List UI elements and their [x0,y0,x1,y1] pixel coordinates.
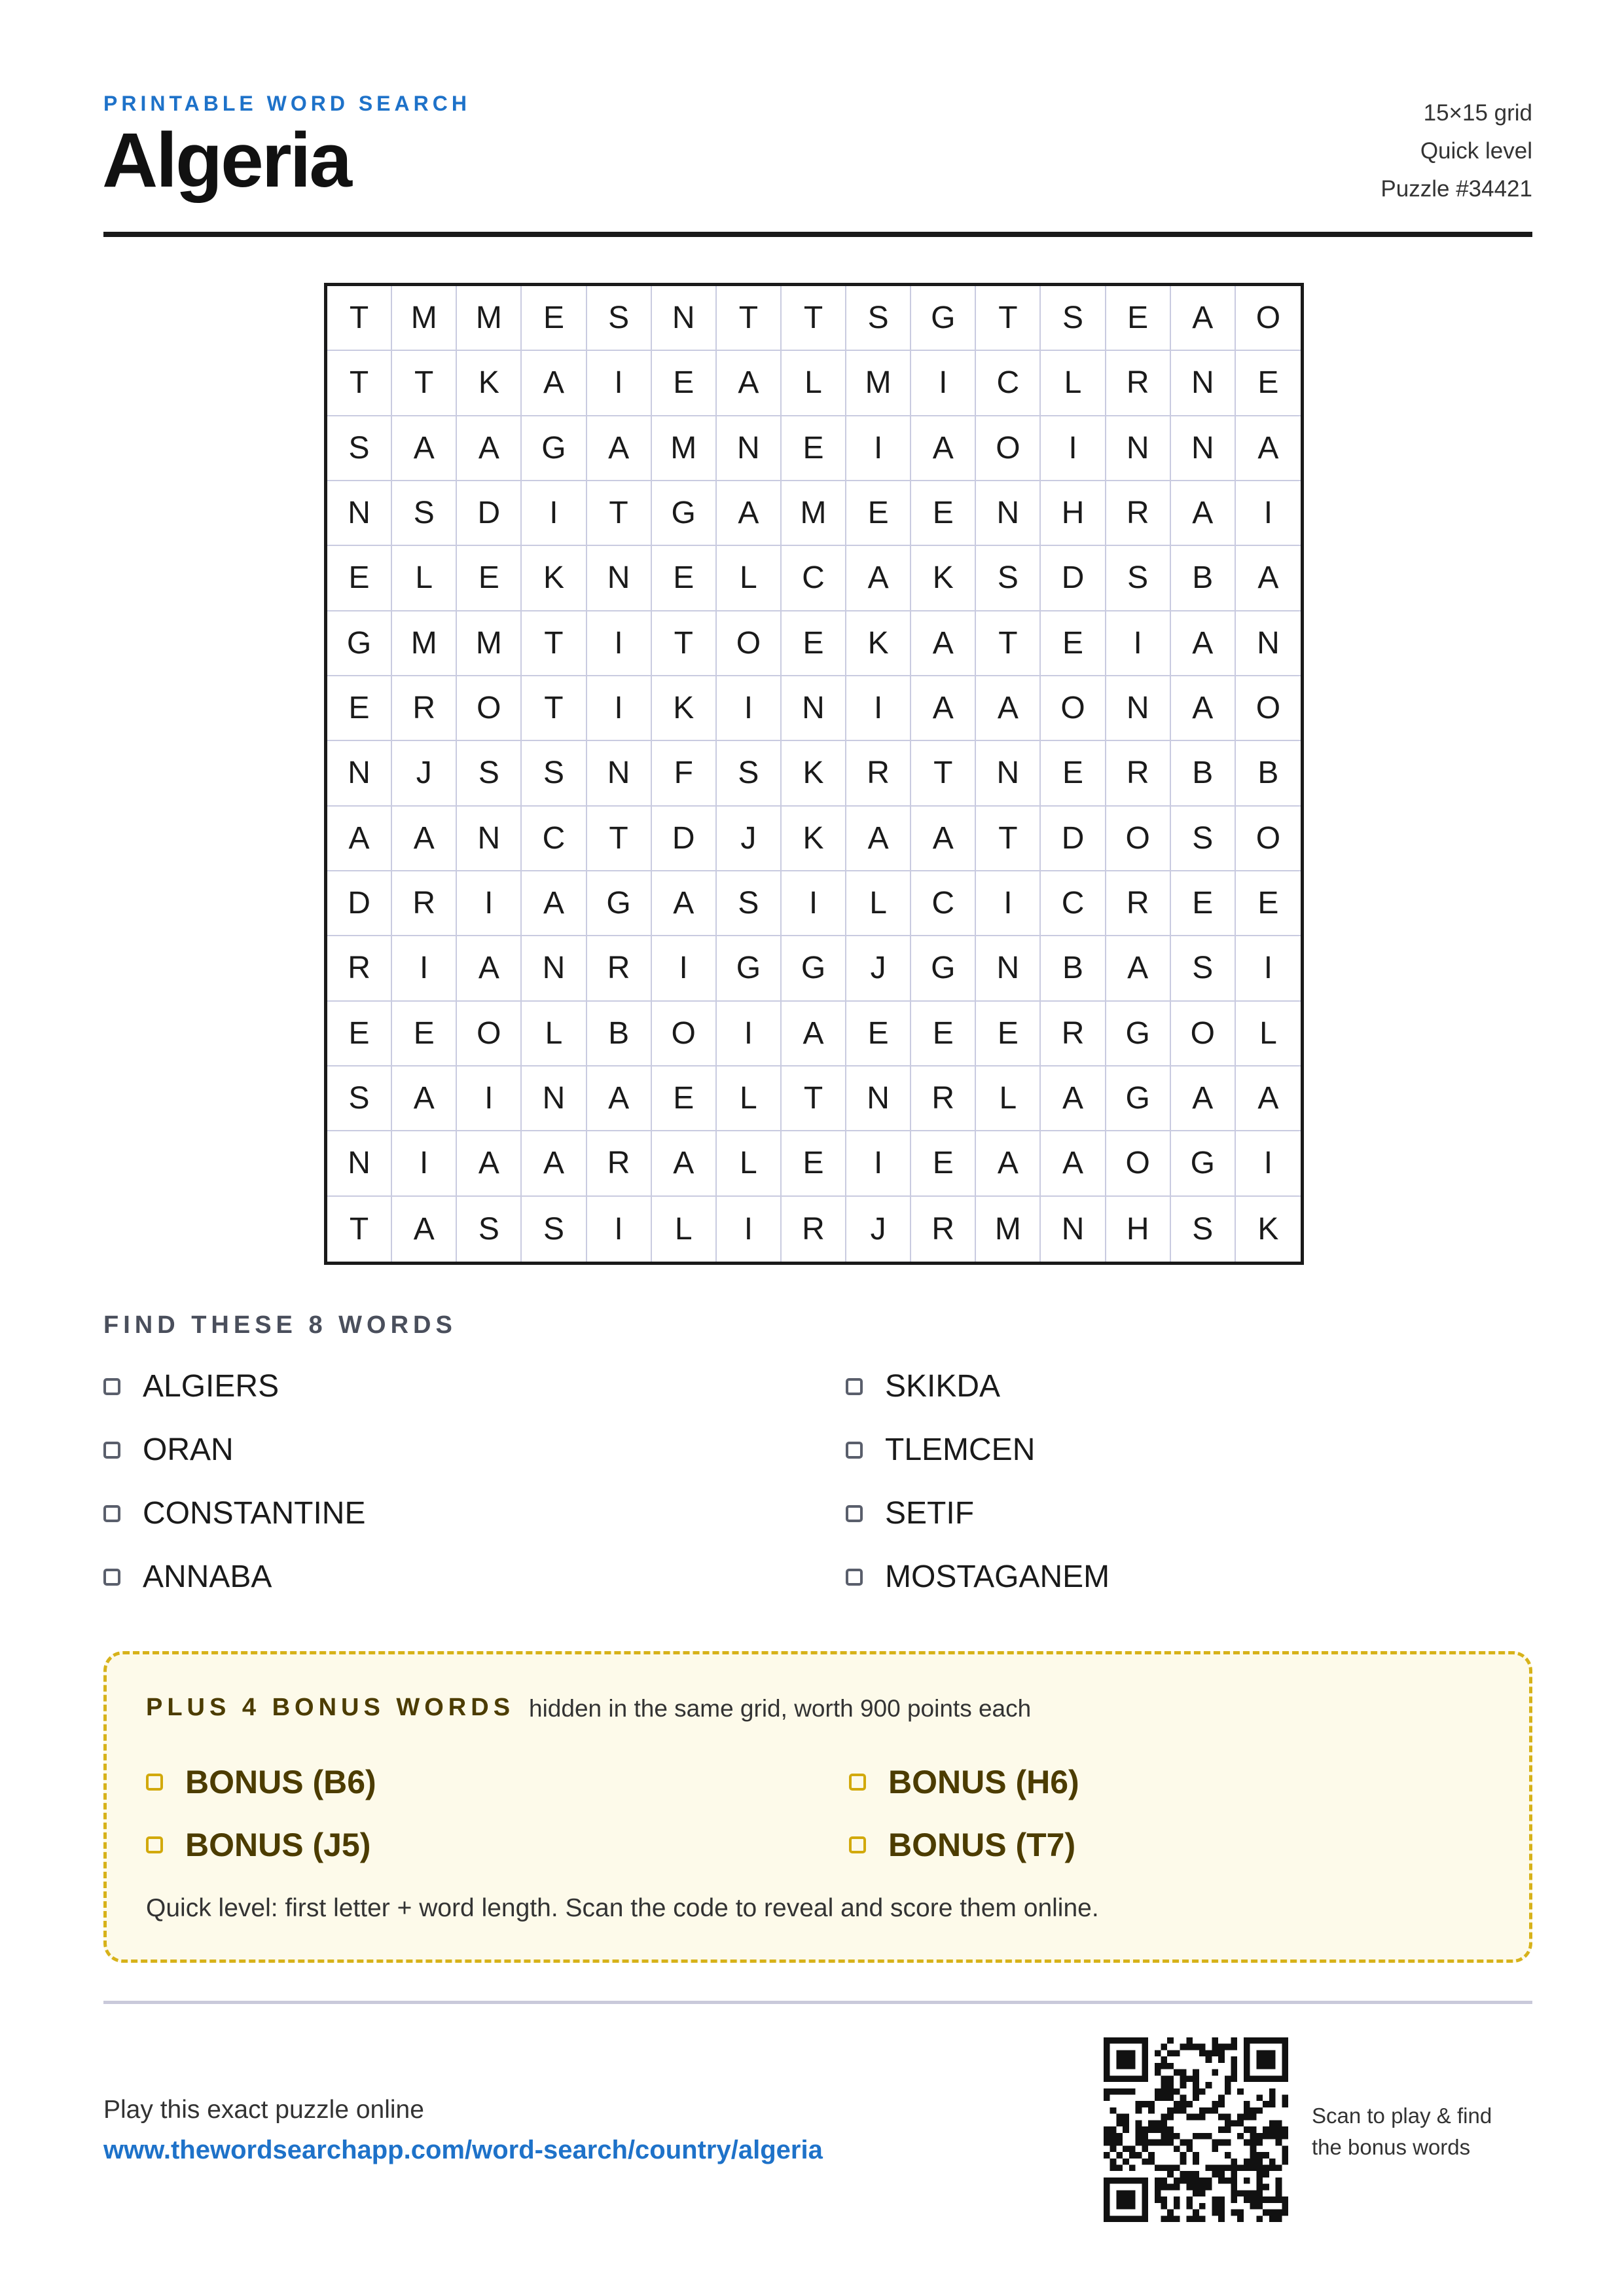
grid-cell[interactable]: R [1106,871,1171,936]
grid-cell[interactable]: N [1106,676,1171,741]
word-item[interactable] [103,1368,279,1404]
grid-cell[interactable]: J [846,1197,911,1262]
checkbox-icon[interactable] [103,1505,120,1522]
grid-cell[interactable]: T [327,1197,392,1262]
grid-cell[interactable]: K [652,676,717,741]
grid-cell[interactable]: G [1171,1131,1236,1196]
grid-cell[interactable]: A [392,1066,457,1131]
grid-cell[interactable]: S [976,546,1041,611]
grid-cell[interactable]: A [1171,286,1236,351]
grid-cell[interactable]: G [1106,1002,1171,1066]
bonus-word-item[interactable] [146,1763,376,1801]
grid-cell[interactable]: L [1041,351,1106,416]
grid-cell[interactable]: A [522,1131,586,1196]
grid-cell[interactable]: A [976,676,1041,741]
grid-cell[interactable]: E [1236,351,1301,416]
grid-cell[interactable]: O [717,611,782,676]
grid-cell[interactable]: K [1257,1211,1279,1247]
grid-cell[interactable]: I [1106,611,1171,676]
grid-cell[interactable]: T [392,351,457,416]
grid-cell[interactable]: E [652,1066,717,1131]
grid-cell[interactable]: S [522,1197,586,1262]
grid-cell[interactable]: G [782,936,846,1001]
grid-cell[interactable]: N [976,741,1041,806]
grid-cell[interactable]: R [1106,481,1171,546]
grid-cell[interactable]: G [911,936,976,1001]
grid-cell[interactable]: N [1171,351,1236,416]
grid-cell[interactable]: A [392,416,457,481]
grid-cell[interactable]: S [717,871,782,936]
grid-cell[interactable]: E [652,351,717,416]
grid-cell[interactable]: L [717,546,782,611]
grid-cell[interactable]: I [1041,416,1106,481]
grid-cell[interactable]: N [976,481,1041,546]
grid-cell[interactable]: M [457,611,522,676]
grid-cell[interactable]: T [976,611,1041,676]
grid-cell[interactable]: E [782,1131,846,1196]
grid-cell[interactable]: G [327,611,392,676]
grid-cell[interactable]: S [587,286,652,351]
grid-cell[interactable]: A [1106,936,1171,1001]
grid-cell[interactable]: R [911,1066,976,1131]
grid-cell[interactable]: O [1236,286,1301,351]
grid-cell[interactable]: I [1236,481,1301,546]
grid-cell[interactable]: I [587,1197,652,1262]
grid-cell[interactable]: S [1106,546,1171,611]
bonus-word-item[interactable] [146,1826,370,1864]
grid-cell[interactable]: E [911,481,976,546]
grid-cell[interactable]: G [911,286,976,351]
grid-cell[interactable]: E [652,546,717,611]
grid-cell[interactable]: E [1106,286,1171,351]
grid-cell[interactable]: I [846,416,911,481]
grid-cell[interactable]: A [1236,1066,1301,1131]
word-label: MOSTAGANEM [885,1559,1110,1594]
grid-cell[interactable]: E [911,1002,976,1066]
grid-cell[interactable]: A [1041,1131,1106,1196]
grid-cell[interactable]: N [652,286,717,351]
grid-cell[interactable]: A [911,676,976,741]
word-item[interactable] [846,1368,1000,1404]
grid-cell[interactable]: N [1106,416,1171,481]
grid-cell[interactable]: A [717,481,782,546]
grid-cell[interactable]: A [327,807,392,871]
grid-cell[interactable]: R [392,871,457,936]
qr-code-icon[interactable] [1104,2037,1288,2222]
grid-cell[interactable]: A [1171,481,1236,546]
grid-cell[interactable]: T [327,286,392,351]
grid-cell[interactable]: J [392,741,457,806]
grid-cell[interactable]: A [587,1066,652,1131]
bonus-note: Quick level: first letter + word length. Scan the code to reveal and score them online. [146,1894,1099,1922]
grid-cell[interactable]: C [976,351,1041,416]
grid-cell[interactable]: N [587,546,652,611]
grid-cell[interactable]: C [782,546,846,611]
grid-cell[interactable]: R [846,741,911,806]
grid-cell[interactable]: A [457,1131,522,1196]
grid-cell[interactable]: R [327,936,392,1001]
grid-cell[interactable]: E [846,481,911,546]
find-words-heading: FIND THESE 8 WORDS [103,1311,457,1339]
grid-cell[interactable]: M [782,481,846,546]
word-item[interactable] [103,1432,234,1468]
grid-cell[interactable]: A [911,611,976,676]
checkbox-icon[interactable] [103,1442,120,1459]
grid-cell[interactable]: R [1106,351,1171,416]
grid-cell[interactable]: I [717,676,782,741]
grid-cell[interactable]: O [457,1002,522,1066]
checkbox-icon[interactable] [846,1442,863,1459]
grid-cell[interactable]: N [976,936,1041,1001]
grid-cell[interactable]: I [1236,1131,1301,1196]
grid-cell[interactable]: A [1171,676,1236,741]
grid-cell[interactable]: I [392,1131,457,1196]
grid-cell[interactable]: N [327,741,392,806]
grid-cell[interactable]: O [1171,1002,1236,1066]
grid-cell[interactable]: G [1106,1066,1171,1131]
grid-cell[interactable]: K [457,351,522,416]
grid-cell[interactable]: N [327,481,392,546]
grid-cell[interactable]: S [327,1066,392,1131]
grid-cell[interactable]: I [652,936,717,1001]
grid-cell[interactable]: A [587,416,652,481]
grid-cell[interactable]: I [392,936,457,1001]
grid-cell[interactable]: I [976,871,1041,936]
checkbox-icon[interactable] [103,1569,120,1586]
grid-cell[interactable]: K [782,741,846,806]
word-item[interactable] [846,1495,974,1531]
grid-cell[interactable]: S [327,416,392,481]
grid-cell[interactable]: M [457,286,522,351]
grid-cell[interactable]: D [457,481,522,546]
grid-cell[interactable]: S [1171,936,1236,1001]
grid-cell[interactable]: E [1171,871,1236,936]
grid-cell[interactable]: A [652,871,717,936]
grid-cell[interactable]: J [717,807,782,871]
grid-cell[interactable]: G [652,481,717,546]
grid-size-label: 15×15 grid [1423,100,1532,126]
grid-cell[interactable]: E [782,611,846,676]
grid-cell[interactable]: I [457,1066,522,1131]
grid-cell[interactable]: E [846,1002,911,1066]
grid-cell[interactable]: I [522,481,586,546]
grid-cell[interactable]: D [1041,807,1106,871]
grid-cell[interactable]: O [1106,1131,1171,1196]
grid-cell[interactable]: L [976,1066,1041,1131]
grid-cell[interactable]: E [976,1002,1041,1066]
grid-cell[interactable]: A [911,416,976,481]
grid-cell[interactable]: S [846,286,911,351]
grid-cell[interactable]: A [976,1131,1041,1196]
grid-cell[interactable]: O [457,676,522,741]
grid-cell[interactable]: E [522,286,586,351]
grid-cell[interactable]: A [457,416,522,481]
grid-cell[interactable]: O [1236,807,1301,871]
word-item[interactable] [846,1559,1110,1595]
grid-cell[interactable]: B [587,1002,652,1066]
bonus-panel [103,1651,1532,1963]
grid-cell[interactable]: N [457,807,522,871]
grid-cell[interactable]: L [846,871,911,936]
grid-cell[interactable]: T [782,286,846,351]
grid-cell[interactable]: O [1236,676,1301,741]
grid-cell[interactable]: A [522,871,586,936]
grid-cell[interactable]: C [1041,871,1106,936]
scan-caption-line: the bonus words [1312,2135,1471,2159]
grid-cell[interactable]: M [392,611,457,676]
grid-cell[interactable]: N [327,1131,392,1196]
grid-cell[interactable]: T [652,611,717,676]
grid-cell[interactable]: E [1236,871,1301,936]
grid-cell[interactable]: E [1041,611,1106,676]
grid-cell[interactable]: A [717,351,782,416]
bonus-word-label: BONUS (T7) [888,1827,1076,1863]
grid-cell[interactable]: B [1236,741,1301,806]
grid-cell[interactable]: G [522,416,586,481]
level-label: Quick level [1420,138,1532,164]
grid-cell[interactable]: K [911,546,976,611]
grid-cell[interactable]: O [652,1002,717,1066]
grid-cell[interactable]: L [392,546,457,611]
grid-cell[interactable]: T [327,351,392,416]
checkbox-icon[interactable] [846,1378,863,1395]
grid-cell[interactable]: I [782,871,846,936]
grid-cell[interactable]: S [457,741,522,806]
grid-cell[interactable]: A [652,1131,717,1196]
play-online-label: Play this exact puzzle online [103,2096,424,2124]
letter-grid [324,283,1304,1265]
grid-cell[interactable]: B [1041,936,1106,1001]
grid-cell[interactable]: N [782,676,846,741]
grid-cell[interactable]: N [1041,1197,1106,1262]
grid-cell[interactable]: T [587,481,652,546]
grid-cell[interactable]: B [1171,546,1236,611]
grid-cell[interactable]: I [846,1131,911,1196]
word-label: SKIKDA [885,1369,1001,1404]
grid-cell[interactable]: T [782,1066,846,1131]
grid-cell[interactable]: R [587,1131,652,1196]
grid-cell[interactable]: L [1236,1002,1301,1066]
kicker-label: PRINTABLE WORD SEARCH [103,92,471,115]
grid-cell[interactable]: I [1236,936,1301,1001]
grid-cell[interactable]: F [652,741,717,806]
grid-cell[interactable]: K [522,546,586,611]
grid-cell[interactable]: E [327,546,392,611]
checkbox-icon[interactable] [146,1774,163,1791]
grid-cell[interactable]: I [587,676,652,741]
grid-cell[interactable]: O [1106,807,1171,871]
grid-cell[interactable]: C [522,807,586,871]
grid-cell[interactable]: T [717,286,782,351]
grid-cell[interactable]: O [1041,676,1106,741]
checkbox-icon[interactable] [846,1569,863,1586]
word-label: SETIF [885,1496,975,1531]
grid-cell[interactable]: T [911,741,976,806]
grid-cell[interactable]: C [911,871,976,936]
grid-cell[interactable]: N [846,1066,911,1131]
grid-cell[interactable]: S [1171,1197,1236,1262]
grid-cell[interactable]: E [327,676,392,741]
puzzle-number-label: Puzzle #34421 [1380,176,1532,202]
grid-cell[interactable]: T [522,611,586,676]
grid-cell[interactable]: N [1236,611,1301,676]
grid-cell[interactable]: D [1041,546,1106,611]
word-item[interactable] [103,1495,365,1531]
grid-cell[interactable]: N [522,1066,586,1131]
bonus-word-label: BONUS (B6) [185,1764,376,1800]
grid-cell[interactable]: N [1171,416,1236,481]
grid-cell[interactable]: O [976,416,1041,481]
grid-cell[interactable]: T [522,676,586,741]
grid-cell[interactable]: A [522,351,586,416]
grid-cell[interactable]: E [327,1002,392,1066]
grid-cell[interactable]: S [1041,286,1106,351]
header-divider [103,232,1532,237]
scan-caption [1312,2100,1534,2163]
grid-cell[interactable]: B [1171,741,1236,806]
checkbox-icon[interactable] [846,1505,863,1522]
grid-cell[interactable]: A [911,807,976,871]
grid-cell[interactable]: K [846,611,911,676]
grid-cell[interactable]: A [1171,1066,1236,1131]
grid-cell[interactable]: L [782,351,846,416]
footer-divider [103,2001,1532,2004]
word-label: TLEMCEN [885,1432,1036,1467]
grid-cell[interactable]: I [717,1002,782,1066]
grid-cell[interactable]: A [846,546,911,611]
grid-cell[interactable]: I [587,611,652,676]
grid-cell[interactable]: M [976,1197,1041,1262]
grid-cell[interactable]: N [717,416,782,481]
grid-cell[interactable]: A [392,807,457,871]
grid-cell[interactable]: D [652,807,717,871]
grid-cell[interactable]: H [1041,481,1106,546]
grid-cell[interactable]: R [1041,1002,1106,1066]
grid-cell[interactable]: A [1171,611,1236,676]
grid-cell[interactable]: T [587,807,652,871]
bonus-subtitle: hidden in the same grid, worth 900 points each [529,1695,1032,1722]
bonus-heading: PLUS 4 BONUS WORDS [146,1694,515,1721]
grid-cell[interactable]: E [911,1131,976,1196]
word-item[interactable] [103,1559,272,1595]
grid-cell[interactable]: I [846,676,911,741]
grid-cell[interactable]: L [717,1131,782,1196]
grid-cell[interactable]: R [1106,741,1171,806]
grid-cell[interactable]: N [522,936,586,1001]
grid-cell[interactable]: E [457,546,522,611]
bonus-word-item[interactable] [849,1763,1079,1801]
grid-cell[interactable]: L [522,1002,586,1066]
grid-cell[interactable]: S [457,1197,522,1262]
grid-cell[interactable]: E [782,416,846,481]
grid-cell[interactable]: A [1236,416,1301,481]
grid-cell[interactable]: M [652,416,717,481]
grid-cell[interactable]: T [976,286,1041,351]
bonus-word-label: BONUS (J5) [185,1827,371,1863]
grid-cell[interactable]: R [392,676,457,741]
word-label: ORAN [143,1432,234,1467]
word-label: ALGIERS [143,1369,280,1404]
grid-cell[interactable]: I [911,351,976,416]
grid-cell[interactable]: G [587,871,652,936]
grid-cell[interactable]: R [782,1197,846,1262]
grid-cell[interactable]: I [457,871,522,936]
grid-cell[interactable]: L [717,1066,782,1131]
puzzle-url-link[interactable]: www.thewordsearchapp.com/word-search/country/algeria [103,2136,823,2164]
grid-cell[interactable]: M [846,351,911,416]
grid-cell[interactable]: E [392,1002,457,1066]
bonus-word-label: BONUS (H6) [888,1764,1079,1800]
checkbox-icon[interactable] [103,1378,120,1395]
puzzle-meta [1380,94,1532,208]
word-label: ANNABA [143,1559,272,1594]
bonus-word-item[interactable] [849,1826,1075,1864]
grid-cell[interactable]: D [327,871,392,936]
grid-cell[interactable]: S [522,741,586,806]
grid-cell[interactable]: A [1236,546,1301,611]
grid-cell[interactable]: N [587,741,652,806]
grid-cell[interactable]: E [1041,741,1106,806]
grid-cell[interactable]: J [846,936,911,1001]
grid-cell[interactable]: M [392,286,457,351]
grid-cell[interactable]: S [717,741,782,806]
grid-cell[interactable]: S [1171,807,1236,871]
grid-cell[interactable]: L [652,1197,717,1262]
grid-cell[interactable]: A [782,1002,846,1066]
grid-cell[interactable]: R [587,936,652,1001]
grid-cell[interactable]: I [587,351,652,416]
grid-cell[interactable]: I [717,1197,782,1262]
scan-caption-line: Scan to play & find [1312,2104,1492,2128]
checkbox-icon[interactable] [146,1836,163,1853]
grid-cell[interactable]: G [717,936,782,1001]
grid-cell[interactable]: R [911,1197,976,1262]
word-item[interactable] [846,1432,1035,1468]
word-label: CONSTANTINE [143,1496,366,1531]
grid-cell[interactable]: K [782,807,846,871]
grid-cell[interactable]: A [1041,1066,1106,1131]
grid-cell[interactable]: H [1106,1197,1171,1262]
page-title: Algeria [102,117,351,204]
checkbox-icon[interactable] [849,1774,866,1791]
grid-cell[interactable]: S [392,481,457,546]
grid-cell[interactable]: T [976,807,1041,871]
grid-cell[interactable]: A [457,936,522,1001]
grid-cell[interactable]: A [846,807,911,871]
grid-cell[interactable]: A [392,1197,457,1262]
checkbox-icon[interactable] [849,1836,866,1853]
